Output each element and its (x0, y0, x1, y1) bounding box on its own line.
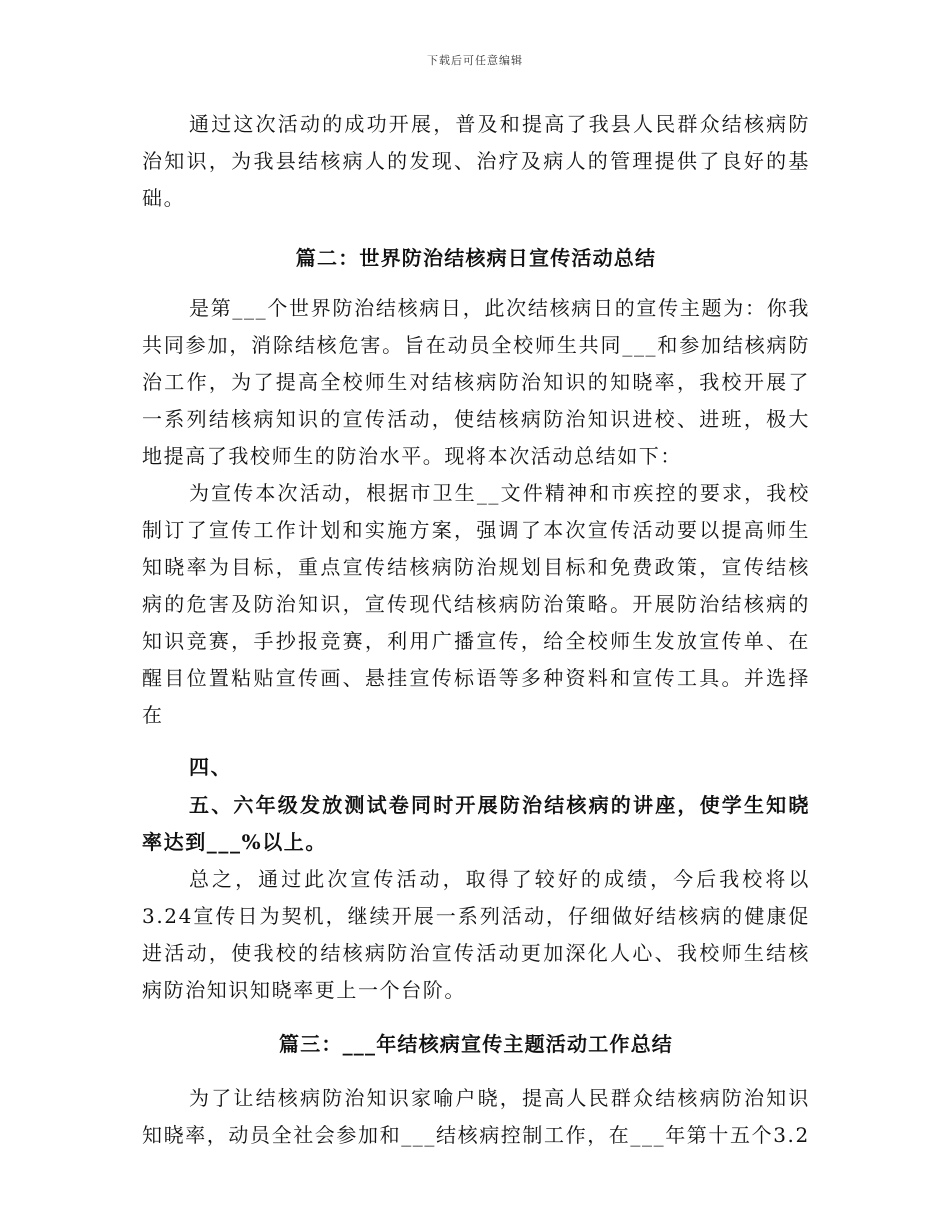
paragraph-2b: 为宣传本次活动，根据市卫生__文件精神和市疾控的要求，我校制订了宣传工作计划和实施方案，强调了本次宣传活动要以提高师生知晓率为目标，重点宣传结核病防治规划目标和免费政策，宣传结核病的危害及防治知识，宣传现代结核病防治策略。开展防治结核病的知识竞赛，手抄报竞赛，利用广播宣传，给全校师生发放宣传单、在醒目位置粘贴宣传画、悬挂宣传标语等多种资料和宣传工具。并选择在 (142, 481, 810, 727)
paragraph-2a: 是第___个世界防治结核病日，此次结核病日的宣传主题为：你我共同参加，消除结核危害。旨在动员全校师生共同___和参加结核病防治工作，为了提高全校师生对结核病防治知识的知晓率，我校开展了一系列结核病知识的宣传活动，使结核病防治知识进校、进班，极大地提高了我校师生的防治水平。现将本次活动总结如下： (142, 296, 810, 468)
intro-paragraph: 通过这次活动的成功开展，普及和提高了我县人民群众结核病防治知识，为我县结核病人的发现、治疗及病人的管理提供了良好的基础。 (142, 112, 810, 210)
section-heading-2: 篇二：世界防治结核病日宣传活动总结 (295, 246, 657, 270)
page-header: 下载后可任意编辑 (427, 54, 523, 67)
section-heading-3: 篇三：___年结核病宣传主题活动工作总结 (279, 1032, 673, 1056)
list-item-5: 五、六年级发放测试卷同时开展防治结核病的讲座，使学生知晓率达到___%以上。 (142, 793, 810, 854)
paragraph-2c: 总之，通过此次宣传活动，取得了较好的成绩，今后我校将以3.24宣传日为契机，继续开展一系列活动，仔细做好结核病的健康促进活动，使我校的结核病防治宣传活动更加深化人心、我校师生结核病防治知识知晓率更上一个台阶。 (142, 867, 810, 1002)
paragraph-3a: 为了让结核病防治知识家喻户晓，提高人民群众结核病防治知识知晓率，动员全社会参加和___结核病控制工作，在___年第十五个3.2 (142, 1086, 810, 1147)
list-item-4: 四、 (189, 755, 233, 779)
document-body (142, 106, 810, 1154)
